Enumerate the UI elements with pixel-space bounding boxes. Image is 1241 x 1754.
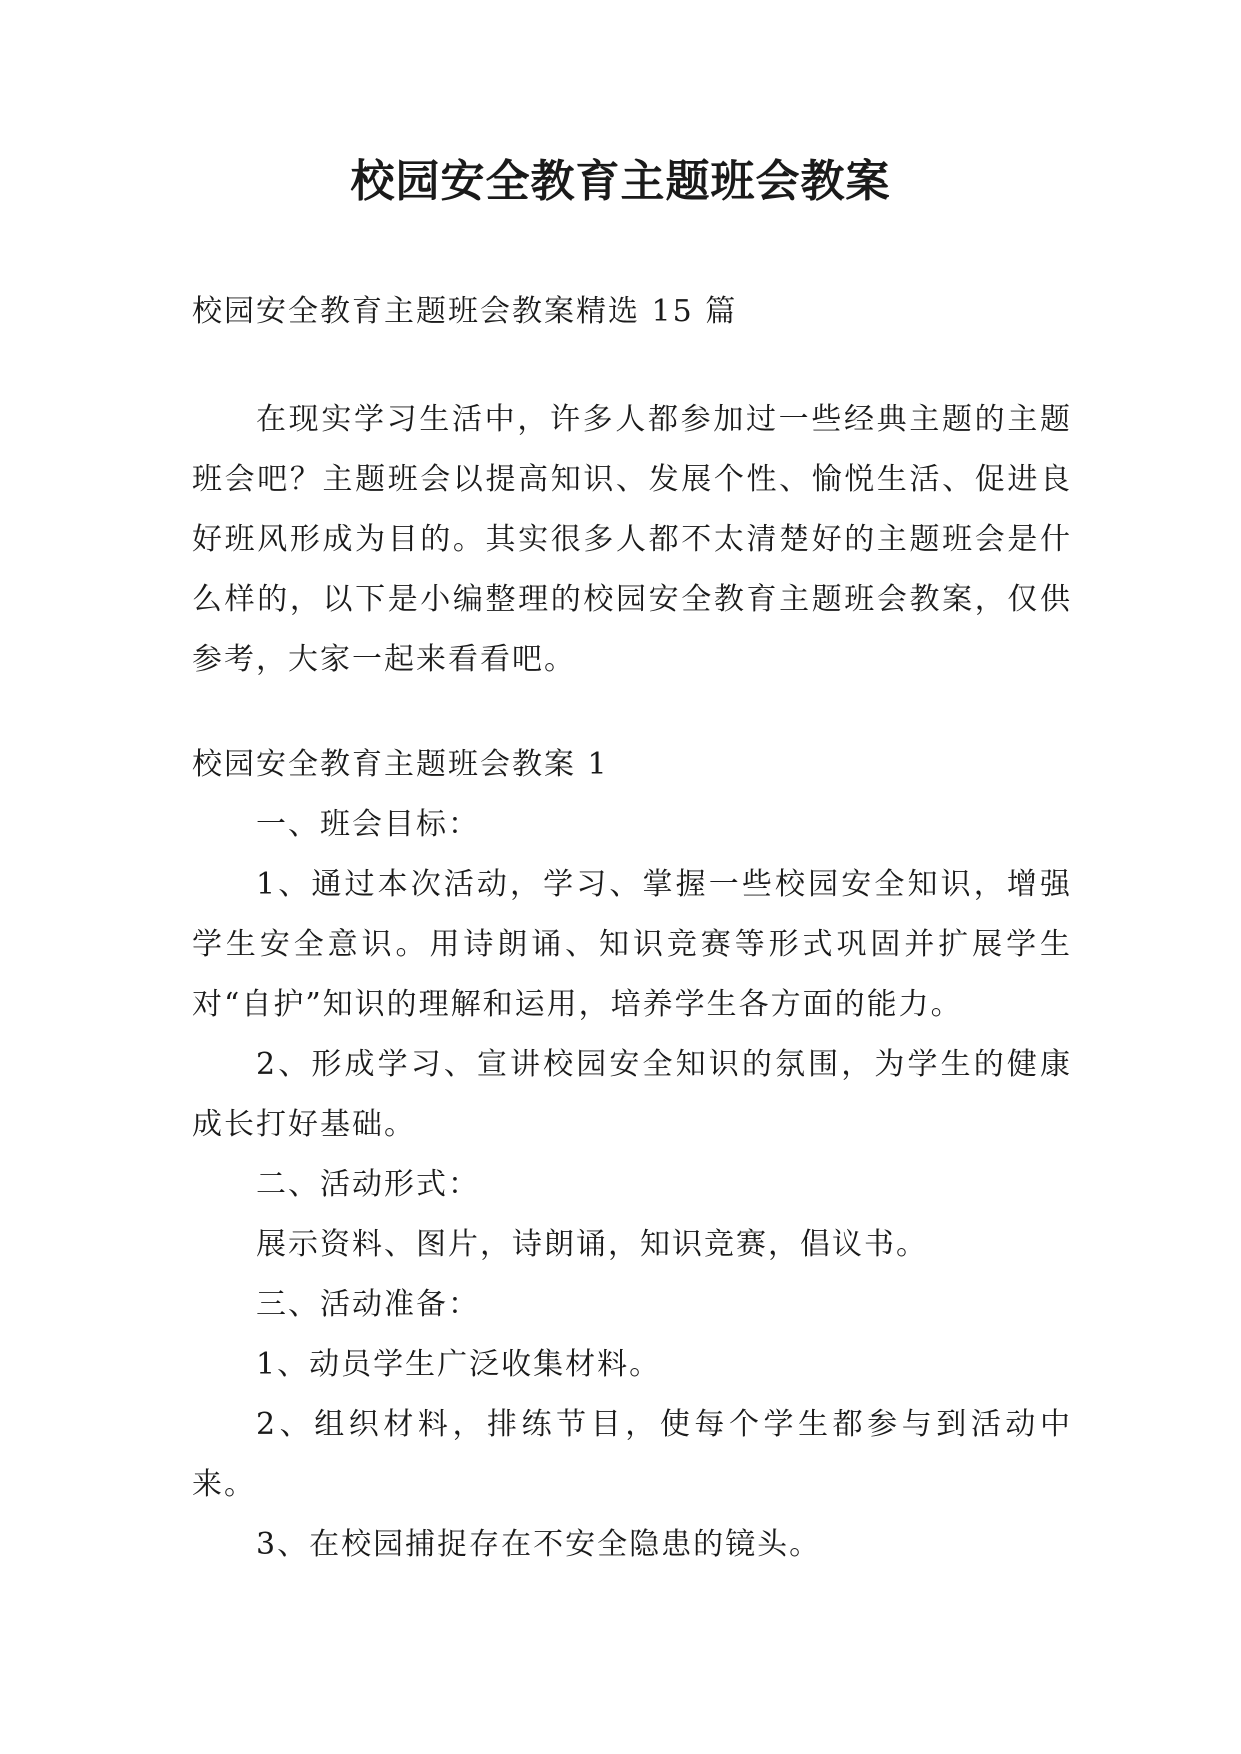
preparation-item-3: 3、在校园捕捉存在不安全隐患的镜头。 bbox=[256, 1527, 822, 1562]
document-body bbox=[192, 282, 1072, 1575]
preparation-item-1: 1、动员学生广泛收集材料。 bbox=[256, 1347, 662, 1382]
heading-activity-form: 二、活动形式： bbox=[256, 1167, 480, 1202]
document-title: 校园安全教育主题班会教案 bbox=[350, 156, 891, 207]
section-heading: 校园安全教育主题班会教案 1 bbox=[192, 747, 609, 782]
preparation-item-2: 2、组织材料，排练节目，使每个学生都参与到活动中来。 bbox=[192, 1407, 1072, 1502]
heading-preparation: 三、活动准备： bbox=[256, 1287, 480, 1322]
intro-paragraph: 在现实学习生活中，许多人都参加过一些经典主题的主题班会吧？主题班会以提高知识、发展个性、愉悦生活、促进良好班风形成为目的。其实很多人都不太清楚好的主题班会是什么样的，以下是小编整理的校园安全教育主题班会教案，仅供参考，大家一起来看看吧。 bbox=[192, 402, 1072, 677]
document-subtitle: 校园安全教育主题班会教案精选 15 篇 bbox=[192, 294, 738, 329]
goal-item-2: 2、形成学习、宣讲校园安全知识的氛围，为学生的健康成长打好基础。 bbox=[192, 1047, 1072, 1142]
heading-goals: 一、班会目标： bbox=[256, 807, 480, 842]
goal-item-1: 1、通过本次活动，学习、掌握一些校园安全知识，增强学生安全意识。用诗朗诵、知识竞赛等形式巩固并扩展学生对“自护”知识的理解和运用，培养学生各方面的能力。 bbox=[192, 867, 1072, 1022]
activity-form-text: 展示资料、图片，诗朗诵，知识竞赛，倡议书。 bbox=[256, 1227, 928, 1262]
